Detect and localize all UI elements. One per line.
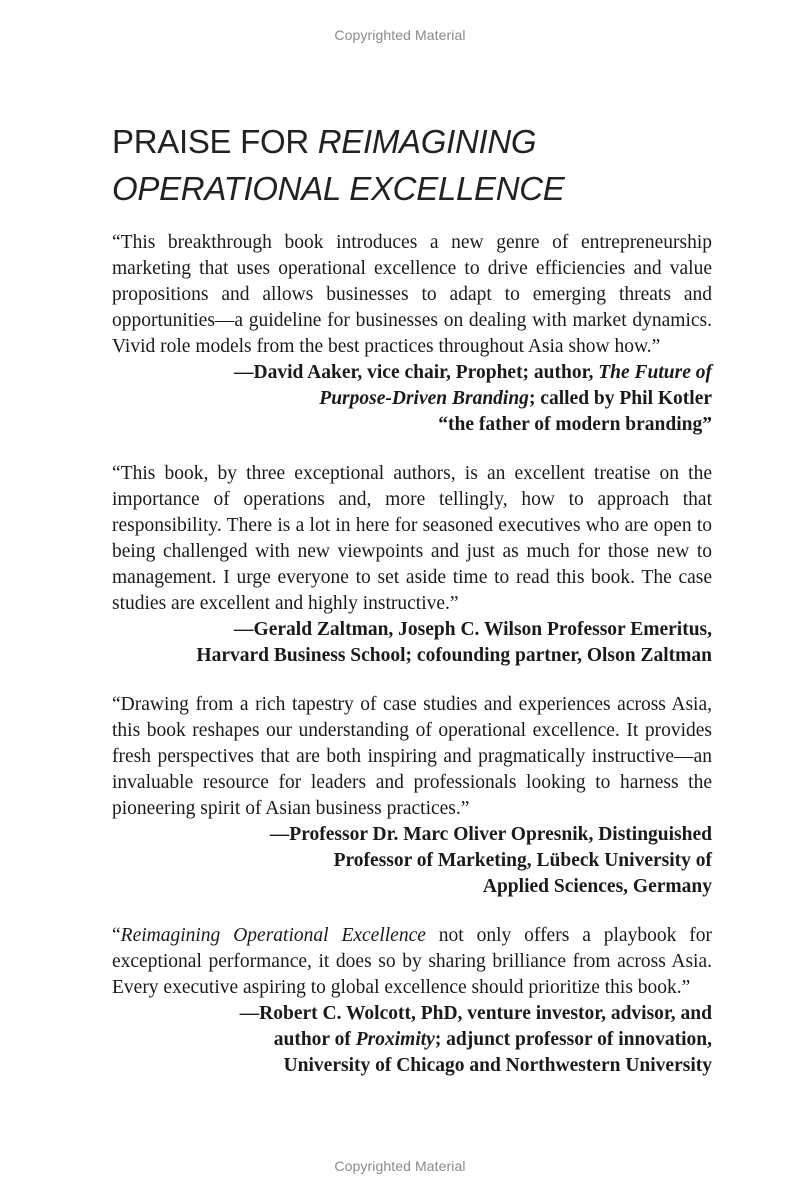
page-title xyxy=(112,118,712,212)
attribution-text: Applied Sciences, Germany xyxy=(482,876,712,897)
title-book-line2: OPERATIONAL EXCELLENCE xyxy=(112,170,565,207)
attribution-text: —David Aaker, vice chair, Prophet; author, xyxy=(234,362,599,383)
praise-quote xyxy=(112,923,712,1001)
attribution-text: Harvard Business School; cofounding partner, Olson Zaltman xyxy=(196,645,712,666)
praise-attribution xyxy=(112,617,712,669)
praise-page xyxy=(112,118,712,1102)
praise-attribution xyxy=(112,822,712,900)
praise-block-opresnik xyxy=(112,692,712,900)
praise-quote: “This breakthrough book introduces a new genre of entrepreneurship marketing that uses operational excellence to drive efficiencies and value propositions and allows businesses to adapt to emerging threats and opportunities—a guideline for businesses on dealing with market dynamics. Vivid role models from the best practices throughout Asia show how.” xyxy=(112,232,712,357)
attribution-book-title: Proximity xyxy=(355,1029,435,1050)
title-book-line1: REIMAGINING xyxy=(317,123,537,160)
praise-quote: “This book, by three exceptional authors, is an excellent treatise on the importance of operations and, more tellingly, how to approach that responsibility. There is a lot in here for seasoned executives who are open to being challenged with new viewpoints and just as much for those new to management. I urge everyone to set aside time to read this book. The case studies are excellent and highly instructive.” xyxy=(112,463,712,614)
copyright-watermark-bottom: Copyrighted Material xyxy=(334,1158,466,1174)
praise-quote: “Drawing from a rich tapestry of case studies and experiences across Asia, this book reshapes our understanding of operational excellence. It provides fresh perspectives that are both inspiring and pragmatically instructive—an invaluable resource for leaders and professionals looking to harness the pioneering spirit of Asian business practices.” xyxy=(112,694,712,819)
attribution-text: —Professor Dr. Marc Oliver Opresnik, Distinguished xyxy=(269,824,712,845)
attribution-text: ; called by Phil Kotler xyxy=(528,388,712,409)
praise-attribution xyxy=(112,1001,712,1079)
title-prefix: PRAISE FOR xyxy=(112,123,318,160)
attribution-text: ; adjunct professor of innovation, xyxy=(434,1029,712,1050)
attribution-text: —Gerald Zaltman, Joseph C. Wilson Professor Emeritus, xyxy=(234,619,712,640)
quote-text: not only offers a playbook for exceptional performance, it does so by sharing brilliance from across Asia. Every executive aspiring to global excellence should prioritize this book.” xyxy=(112,925,712,998)
praise-block-aaker xyxy=(112,230,712,438)
praise-block-zaltman xyxy=(112,461,712,669)
attribution-book-title: Purpose-Driven Branding xyxy=(319,388,529,409)
praise-attribution xyxy=(112,360,712,438)
quote-open-mark: “ xyxy=(112,925,121,946)
attribution-text: author of xyxy=(273,1029,356,1050)
quote-book-title: Reimagining Operational Excellence xyxy=(120,925,426,946)
attribution-text: Professor of Marketing, Lübeck University of xyxy=(333,850,712,871)
attribution-text: “the father of modern branding” xyxy=(438,414,712,435)
copyright-watermark-top: Copyrighted Material xyxy=(334,27,466,43)
attribution-text: —Robert C. Wolcott, PhD, venture investor, advisor, and xyxy=(239,1003,712,1024)
attribution-book-title: The Future of xyxy=(598,362,712,383)
praise-block-wolcott xyxy=(112,923,712,1079)
attribution-text: University of Chicago and Northwestern University xyxy=(283,1055,712,1076)
